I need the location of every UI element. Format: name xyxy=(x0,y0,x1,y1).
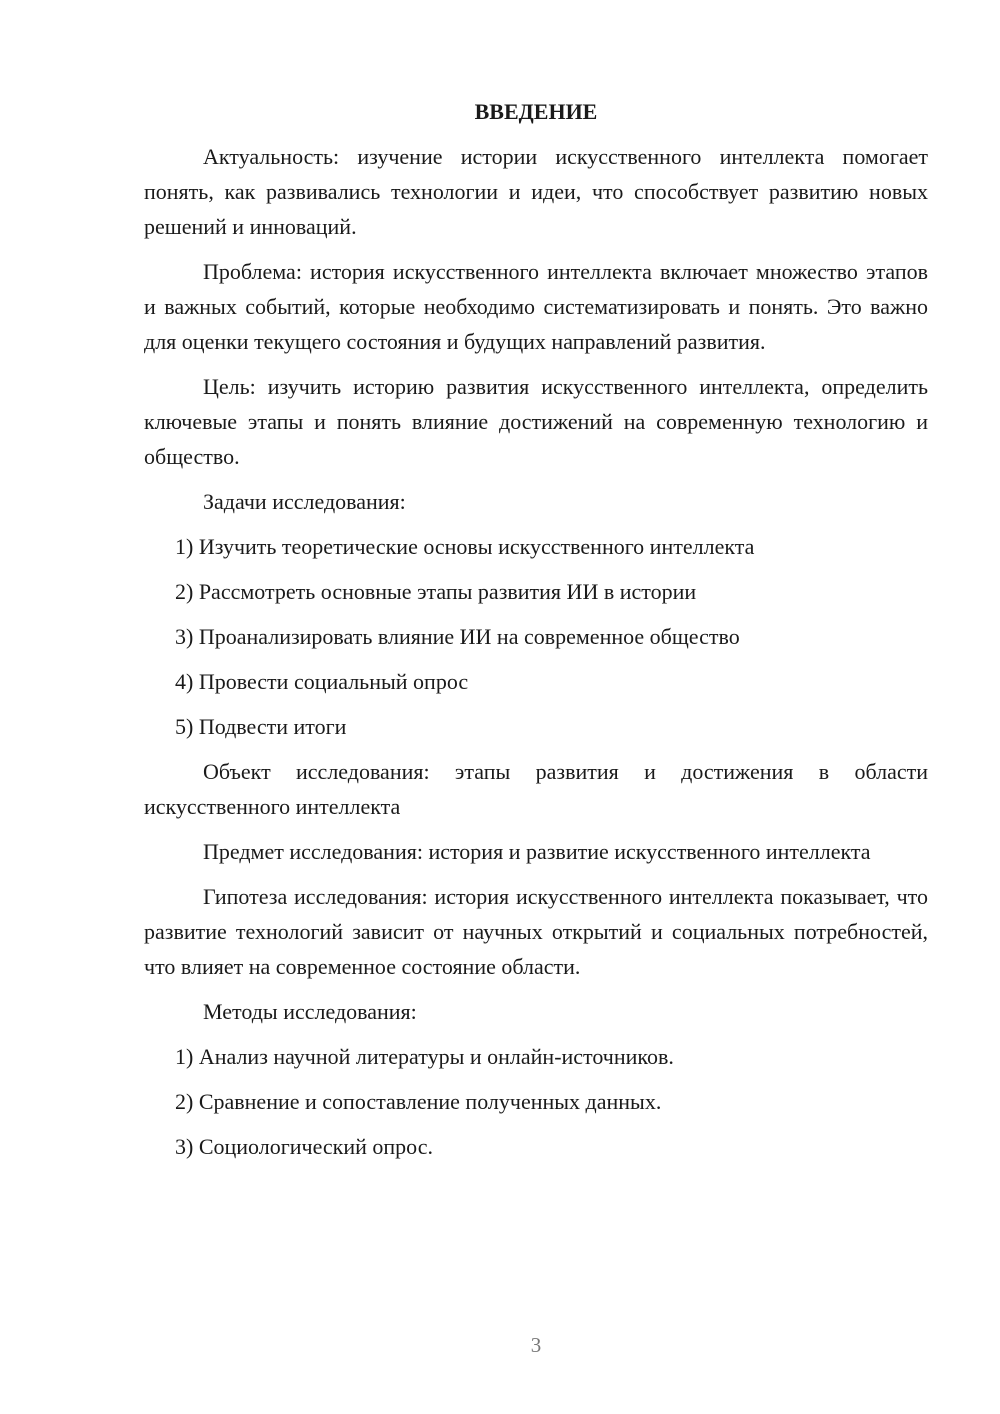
goal-paragraph: Цель: изучить историю развития искусственного интеллекта, определить ключевые этапы и понять влияние достижений на современную технологию и общество. xyxy=(144,374,928,469)
page-content xyxy=(144,94,928,1174)
method-item-2: 2) Сравнение и сопоставление полученных данных. xyxy=(175,1089,662,1114)
task-item-4: 4) Провести социальный опрос xyxy=(175,669,469,694)
methods-title: Методы исследования: xyxy=(203,999,417,1024)
problem-paragraph: Проблема: история искусственного интеллекта включает множество этапов и важных событий, которые необходимо систематизировать и понять. Это важно для оценки текущего состояния и будущих направлений развития. xyxy=(144,259,928,354)
subject-paragraph: Предмет исследования: история и развитие искусственного интеллекта xyxy=(203,839,871,864)
object-paragraph: Объект исследования: этапы развития и достижения в области искусственного интеллекта xyxy=(144,759,928,819)
task-item-5: 5) Подвести итоги xyxy=(175,714,347,739)
task-item-2: 2) Рассмотреть основные этапы развития ИИ в истории xyxy=(175,579,697,604)
method-item-3: 3) Социологический опрос. xyxy=(175,1134,433,1159)
task-item-3: 3) Проанализировать влияние ИИ на современное общество xyxy=(175,624,740,649)
task-item-1: 1) Изучить теоретические основы искусственного интеллекта xyxy=(175,534,755,559)
page-number: 3 xyxy=(530,1333,542,1357)
method-item-1: 1) Анализ научной литературы и онлайн-источников. xyxy=(175,1044,674,1069)
tasks-title: Задачи исследования: xyxy=(203,489,406,514)
page-title: ВВЕДЕНИЕ xyxy=(474,99,598,124)
hypothesis-paragraph: Гипотеза исследования: история искусственного интеллекта показывает, что развитие технологий зависит от научных открытий и социальных потребностей, что влияет на современное состояние области. xyxy=(144,884,928,979)
relevance-paragraph: Актуальность: изучение истории искусственного интеллекта помогает понять, как развивались технологии и идеи, что способствует развитию новых решений и инноваций. xyxy=(144,144,928,239)
